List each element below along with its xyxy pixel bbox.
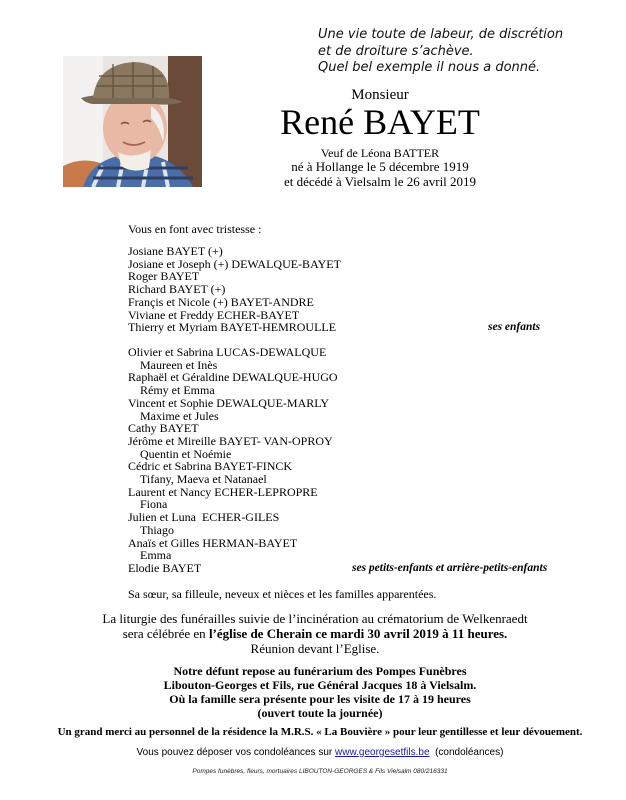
list-item: Olivier et Sabrina LUCAS-DEWALQUE [128, 345, 327, 359]
funerarium-info [150, 664, 490, 720]
list-item: Viviane et Freddy ECHER-BAYET [128, 307, 300, 322]
ceremony-line [100, 626, 530, 641]
list-item: Anaïs et Gilles HERMAN-BAYET [128, 535, 298, 550]
list-item: Thierry et Myriam BAYET-HEMROULLE [128, 320, 337, 335]
death-info: et décédé à Vielsalm le 26 avril 2019 [283, 174, 477, 189]
portrait-photo [63, 56, 202, 187]
ceremony-line: Réunion devant l’Eglise. [250, 641, 380, 656]
funerarium-line: (ouvert toute la journée) [257, 706, 383, 720]
list-item: Jérôme et Mireille BAYET- VAN-OPROY [128, 433, 333, 448]
quote-line: Quel bel exemple il nous a donné. [318, 60, 541, 75]
extended-family: Sa sœur, sa filleule, neveux et nièces et les familles apparentées. [128, 587, 437, 601]
grandchildren-label: ses petits-enfants et arrière-petits-enfants [352, 562, 548, 574]
condolences-suffix: (condoléances) [429, 747, 504, 758]
funeral-home-footer: Pompes funèbres, fleurs, mortuaires LIBOUTON-GEORGES & Fils Vielsalm 080/216331 [192, 768, 448, 775]
portrait-image [63, 56, 202, 187]
condolences-link[interactable]: www.georgesetfils.be [335, 747, 430, 758]
list-item: Julien et Luna ECHER-GILES [128, 510, 280, 525]
list-item-kids: Quentin et Noémie [140, 446, 232, 461]
quote-line: Une vie toute de labeur, de discrétion [318, 27, 564, 42]
quote-line: et de droiture s’achève. [318, 43, 474, 59]
list-item-kids: Tifany, Maeva et Natanael [140, 472, 267, 487]
funerarium-line: Où la famille sera présente pour les visite de 17 à 19 heures [169, 692, 471, 706]
list-item: Cédric et Sabrina BAYET-FINCK [128, 459, 293, 474]
list-item: Richard BAYET (+) [128, 282, 226, 297]
funerarium-line: Notre défunt repose au funérarium des Pompes Funèbres [173, 664, 467, 678]
list-item: Laurent et Nancy ECHER-LEPROPRE [128, 484, 318, 499]
condolences-prefix: Vous pouvez déposer vos condoléances sur [136, 747, 336, 758]
condolences-line [100, 747, 540, 758]
list-item-kids: Thiago [140, 522, 174, 537]
funerarium-line: Libouton-Georges et Fils, rue Général Jacques 18 à Vielsalm. [163, 678, 477, 692]
deceased-name: René BAYET [280, 102, 480, 142]
list-item: Josiane BAYET (+) [128, 244, 223, 258]
ceremony-info [100, 611, 530, 656]
list-item: Françis et Nicole (+) BAYET-ANDRE [128, 294, 314, 309]
mourners-intro: Vous en font avec tristesse : [128, 222, 262, 236]
list-item: Roger BAYET [128, 269, 200, 284]
epitaph-quote [318, 27, 563, 77]
ceremony-prefix: sera célébrée en [122, 626, 209, 641]
grandchildren-list [128, 346, 338, 575]
list-item: Josiane et Joseph (+) DEWALQUE-BAYET [128, 256, 341, 271]
list-item-kids: Fiona [140, 497, 168, 512]
children-list [128, 245, 341, 334]
list-item: Elodie BAYET [128, 560, 202, 575]
birth-info: né à Hollange le 5 décembre 1919 [291, 159, 469, 174]
civility: Monsieur [351, 87, 409, 103]
ceremony-line: La liturgie des funérailles suivie de l’incinération au crématorium de Welkenraedt [102, 611, 528, 626]
ceremony-place-date: l’église de Cherain ce mardi 30 avril 2019 à 11 heures. [208, 626, 508, 641]
children-label: ses enfants [488, 321, 541, 333]
list-item-kids: Rémy et Emma [140, 383, 215, 398]
list-item: Vincent et Sophie DEWALQUE-MARLY [128, 395, 330, 410]
list-item-kids: Maureen et Inès [140, 357, 218, 372]
list-item: Raphaël et Géraldine DEWALQUE-HUGO [128, 370, 338, 385]
widow-of: Veuf de Léona BATTER [320, 146, 440, 160]
list-item: Cathy BAYET [128, 421, 199, 436]
list-item-kids: Emma [140, 548, 172, 563]
list-item-kids: Maxime et Jules [140, 408, 219, 423]
thanks-note: Un grand merci au personnel de la résidence la M.R.S. « La Bouvière » pour leur gentillesse et leur dévouement. [57, 726, 583, 738]
